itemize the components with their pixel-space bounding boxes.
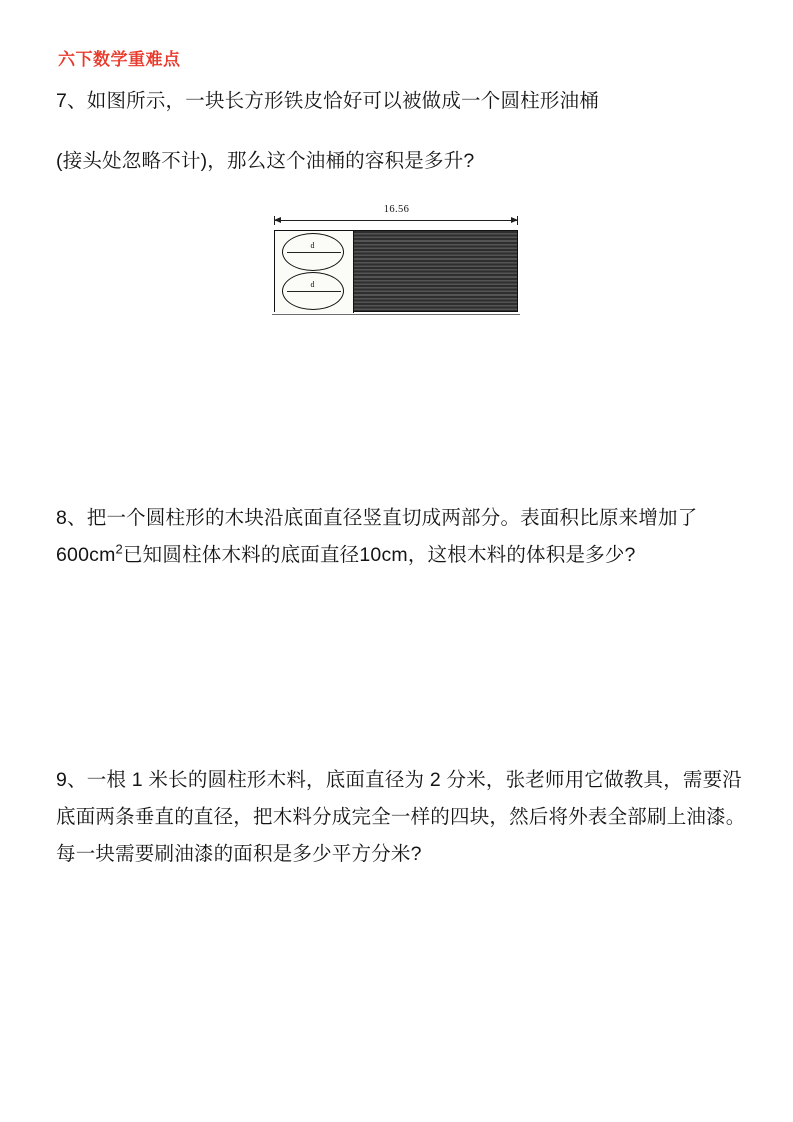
arrow-right-icon [511,217,518,223]
figure-base-line [272,314,520,315]
rectangular-sheet-metal-diagram [272,202,522,324]
diameter-line-top [287,252,341,253]
question-9 [56,762,746,873]
question-7-figure-wrap [56,202,737,324]
diameter-line-bottom [287,291,341,292]
question-8-part-1: 8、把一个圆柱形的木块沿底面直径竖直切成两部分。表面积比原来增加了600cm [56,507,698,567]
circle-top [282,233,344,271]
circle-bottom [282,272,344,310]
question-7-line-1: 7、如图所示，一块长方形铁皮恰好可以被做成一个圆柱形油桶 [56,89,599,112]
circle-bottom-label: d [310,280,315,290]
question-8 [56,500,746,574]
question-7-text [56,82,737,180]
question-8-text [56,500,746,574]
sheet-metal-rectangle [274,230,518,312]
dimension-label-width: 16.56 [380,204,414,215]
question-8-part-2: 已知圆柱体木料的底面直径10cm，这根木料的体积是多少? [122,544,636,567]
arrow-left-icon [274,217,281,223]
question-7-line-2: (接头处忽略不计)，那么这个油桶的容积是多升? [56,149,475,172]
dimension-line-top [274,220,518,221]
question-9-text: 9、一根 1 米长的圆柱形木料，底面直径为 2 分米，张老师用它做教具，需要沿底面两条垂直的直径，把木料分成完全一样的四块，然后将外表全部刷上油漆。每一块需要刷油漆的面积是多少平方分米? [56,769,746,866]
circle-top-label: d [310,241,315,251]
question-7 [56,82,737,324]
circles-square-region [275,231,354,313]
page-title: 六下数学重难点 [58,50,181,69]
question-8-superscript: 2 [115,541,123,557]
